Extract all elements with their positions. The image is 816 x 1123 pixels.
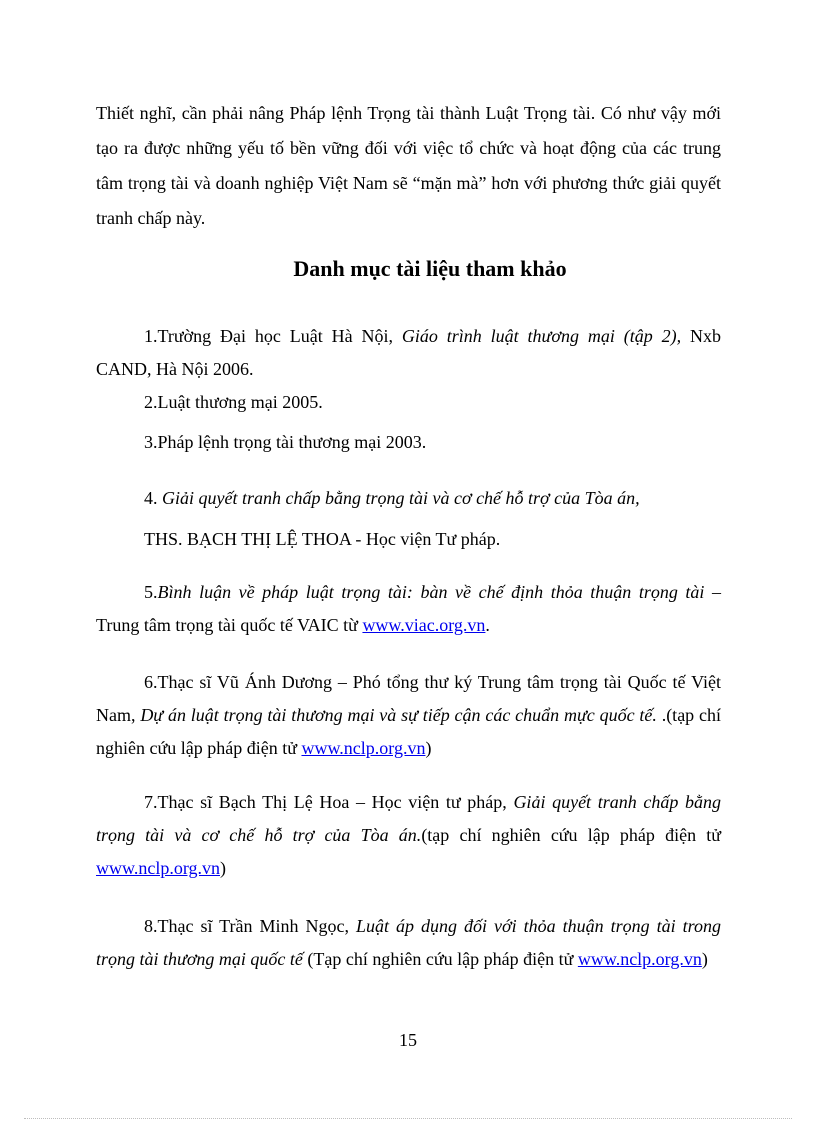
reference-8: 8.Thạc sĩ Trần Minh Ngọc, Luật áp dụng đối với thỏa thuận trọng tài trong trọng tài thương mại quốc tế (Tạp chí nghiên cứu lập pháp điện tử www.nclp.org.vn) [96,916,721,969]
intro-paragraph: Thiết nghĩ, cần phải nâng Pháp lệnh Trọng tài thành Luật Trọng tài. Có như vậy mới tạo ra được những yếu tố bền vững đối với việc tổ chức và hoạt động của các trung tâm trọng tài và doanh nghiệp Việt Nam sẽ “mặn mà” hơn với phương thức giải quyết tranh chấp này. [96,103,721,228]
reference-7: 7.Thạc sĩ Bạch Thị Lệ Hoa – Học viện tư pháp, Giải quyết tranh chấp bằng trọng tài và cơ chế hỗ trợ của Tòa án.(tạp chí nghiên cứu lập pháp điện tử www.nclp.org.vn) [96,792,722,878]
reference-7-title: Giải quyết tranh chấp bằng trọng tài và cơ chế hỗ trợ của Tòa án. [96,792,721,845]
reference-1: 1.Trường Đại học Luật Hà Nội, Giáo trình luật thương mại (tập 2), Nxb CAND, Hà Nội 2006. [96,326,721,379]
reference-8-title: Luật áp dụng đối với thỏa thuận trọng tài trong trọng tài thương mại quốc tế [96,916,721,969]
nclp-link-2[interactable]: www.nclp.org.vn [96,858,220,878]
reference-5-title: Bình luận về pháp luật trọng tài: bàn về chế định thỏa thuận trọng tài – [157,582,721,602]
reference-6-title: Dự án luật trọng tài thương mại và sự tiếp cận các chuẩn mực quốc tế. [140,705,657,725]
reference-1-title: Giáo trình luật thương mại (tập 2), [401,326,682,346]
page-number: 15 [399,1030,417,1050]
reference-2: 2.Luật thương mại 2005. [144,392,323,412]
reference-4-title: Giải quyết tranh chấp bằng trọng tài và cơ chế hỗ trợ của Tòa án, [162,488,640,508]
reference-5: 5.Bình luận về pháp luật trọng tài: bàn về chế định thỏa thuận trọng tài – Trung tâm trọng tài quốc tế VAIC từ www.viac.org.vn. [96,582,721,635]
reference-6: 6.Thạc sĩ Vũ Ánh Dương – Phó tổng thư ký Trung tâm trọng tài Quốc tế Việt Nam, Dự án luật trọng tài thương mại và sự tiếp cận các chuẩn mực quốc tế. .(tạp chí nghiên cứu lập pháp điện tử www.nclp.org.vn) [96,672,721,758]
reference-3: 3.Pháp lệnh trọng tài thương mại 2003. [144,432,427,452]
reference-4-author: THS. BẠCH THỊ LỆ THOA - Học viện Tư pháp. [144,529,501,549]
reference-4: 4. Giải quyết tranh chấp bằng trọng tài và cơ chế hỗ trợ của Tòa án, [144,488,640,508]
nclp-link-1[interactable]: www.nclp.org.vn [301,738,426,758]
footer-divider [24,1118,792,1119]
nclp-link-3[interactable]: www.nclp.org.vn [577,949,702,969]
references-heading: Danh mục tài liệu tham khảo [293,256,567,281]
viac-link[interactable]: www.viac.org.vn [362,615,486,635]
